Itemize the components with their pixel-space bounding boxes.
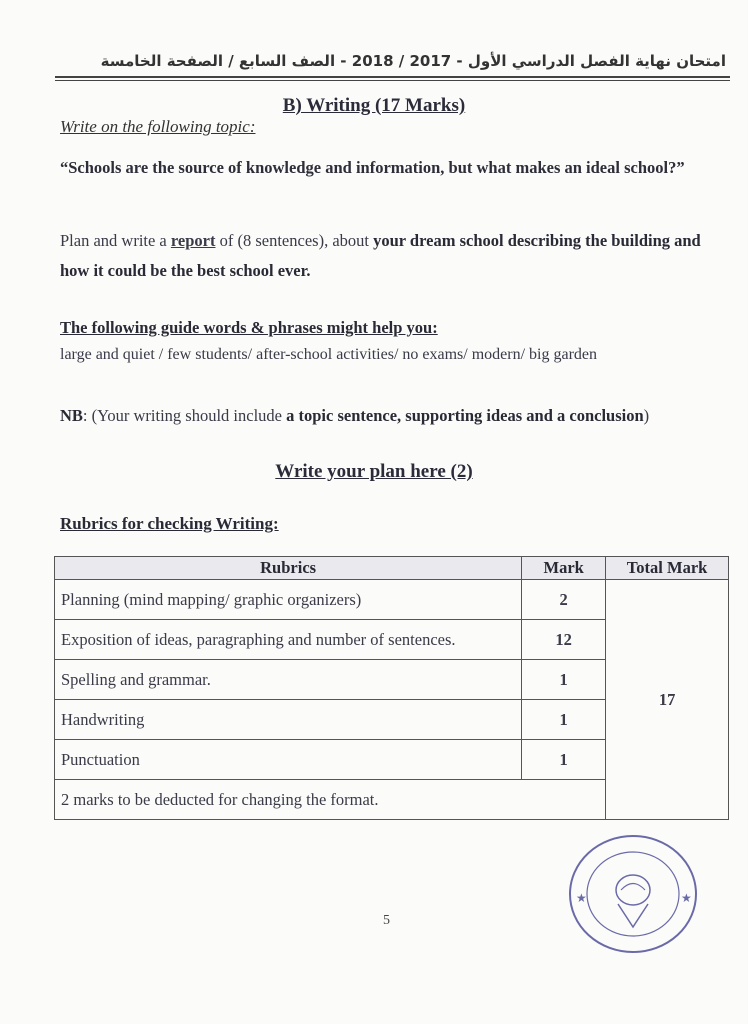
table-row xyxy=(55,580,729,620)
rubrics-table xyxy=(54,556,729,820)
guide-words: large and quiet / few students/ after-school activities/ no exams/ modern/ big garden xyxy=(60,346,598,363)
task-keyword: report xyxy=(170,231,216,250)
svg-text:★: ★ xyxy=(576,891,587,905)
nb-bold: a topic sentence, supporting ideas and a conclusion xyxy=(286,406,644,425)
official-seal-icon xyxy=(566,832,701,957)
nb-note xyxy=(60,406,649,426)
header-divider xyxy=(55,76,730,81)
instruction: Write on the following topic: xyxy=(60,117,256,136)
table-header-row xyxy=(55,557,729,580)
nb-text-2: ) xyxy=(643,406,650,425)
rubrics-heading: Rubrics for checking Writing: xyxy=(60,514,279,533)
criterion-cell: Planning (mind mapping/ graphic organizers) xyxy=(55,580,522,620)
criterion-cell: Handwriting xyxy=(55,700,522,740)
guide-heading: The following guide words & phrases might help you: xyxy=(60,318,438,337)
mark-cell: 1 xyxy=(522,660,606,700)
page-number: 5 xyxy=(383,913,390,928)
section-title: B) Writing (17 Marks) xyxy=(282,95,466,116)
task-text-1: Plan and write a xyxy=(60,231,171,250)
criterion-cell: Spelling and grammar. xyxy=(55,660,522,700)
writing-prompt: “Schools are the source of knowledge and information, but what makes an ideal school?” xyxy=(60,158,685,177)
deduction-note: 2 marks to be deducted for changing the format. xyxy=(55,780,606,820)
total-mark-cell: 17 xyxy=(606,580,729,820)
mark-cell: 2 xyxy=(522,580,606,620)
column-header-mark: Mark xyxy=(522,557,606,580)
mark-cell: 1 xyxy=(522,740,606,780)
nb-text-1: : (Your writing should include xyxy=(82,406,287,425)
nb-label: NB xyxy=(60,406,83,425)
task-description xyxy=(60,226,720,286)
mark-cell: 1 xyxy=(522,700,606,740)
plan-heading: Write your plan here (2) xyxy=(275,461,473,482)
mark-cell: 12 xyxy=(522,620,606,660)
task-text-2: of (8 sentences), about xyxy=(215,231,374,250)
exam-header: امتحان نهاية الفصل الدراسي الأول - 2017 / 2018 - الصف السابع / الصفحة الخامسة xyxy=(100,52,726,70)
svg-text:★: ★ xyxy=(681,891,692,905)
criterion-cell: Exposition of ideas, paragraphing and number of sentences. xyxy=(55,620,522,660)
criterion-cell: Punctuation xyxy=(55,740,522,780)
task-bold: your dream school describing the building and how it could be the best school ever. xyxy=(60,231,701,280)
column-header-rubrics: Rubrics xyxy=(55,557,522,580)
column-header-total: Total Mark xyxy=(606,557,729,580)
